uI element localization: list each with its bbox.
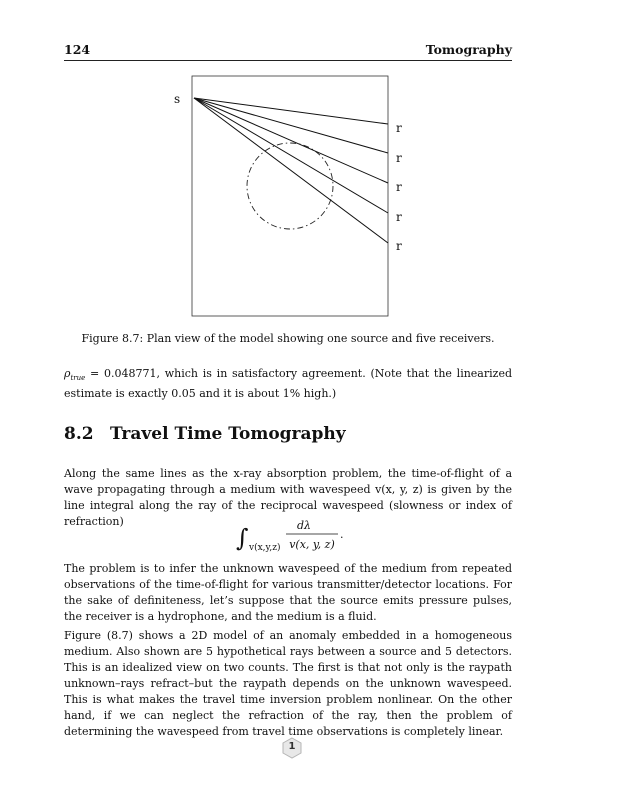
running-header — [64, 42, 512, 60]
rho-symbol: ρ — [64, 367, 71, 380]
paragraph-3: The problem is to infer the unknown wavespeed of the medium from repeated observations of the time-of-flight for various transmitter/detector locations. For the sake of definiteness, let’s suppose that the source emits pressure pulses, the receiver is a hydrophone, and the medium is a fluid. — [64, 562, 512, 623]
source-label: s — [174, 92, 181, 106]
paragraph-2: Along the same lines as the x-ray absorption problem, the time-of-flight of a wave propagating through a medium with wavespeed v(x, y, z) is given by the line integral along the ray of the reciprocal wavespeed (slowness or index of refraction) — [64, 467, 512, 528]
numerator: dλ — [296, 519, 312, 532]
equation-graphic — [64, 516, 512, 556]
receiver-label: r — [396, 210, 402, 224]
denominator: v(x, y, z) — [289, 538, 335, 551]
section-title: Travel Time Tomography — [110, 424, 346, 444]
figure-caption: Figure 8.7: Plan view of the model showing one source and five receivers. — [81, 332, 495, 345]
page-number: 124 — [64, 42, 91, 57]
integral-subscript: v(x,y,z) — [249, 543, 281, 553]
chapter-title: Tomography — [425, 42, 512, 57]
section-heading — [64, 424, 512, 444]
integral-sign: ∫ — [236, 524, 249, 552]
anomaly-circle — [247, 143, 333, 229]
paragraph-rho — [64, 366, 512, 402]
ray-4 — [194, 98, 388, 213]
ray-2 — [194, 98, 388, 153]
ray-diagram — [150, 70, 430, 320]
receiver-label: r — [396, 180, 402, 194]
rays — [194, 98, 388, 243]
header-rule — [64, 60, 512, 61]
rho-subscript: true — [70, 374, 86, 383]
receiver-label: r — [396, 239, 402, 253]
receiver-label: r — [396, 121, 402, 135]
figure-8-7 — [150, 70, 430, 320]
page-badge — [281, 737, 303, 759]
badge-number: 1 — [288, 741, 296, 752]
equation-period: . — [340, 528, 344, 541]
receiver-label: r — [396, 151, 402, 165]
equation-line-integral — [64, 516, 512, 556]
section-number: 8.2 — [64, 424, 94, 444]
paragraph-rho-text: = 0.048771, which is in satisfactory agreement. (Note that the linearized estimate is exactly 0.05 and it is about 1% high.) — [64, 367, 512, 401]
paragraph-4: Figure (8.7) shows a 2D model of an anomaly embedded in a homogeneous medium. Also shown are 5 hypothetical rays between a source and 5 detectors. This is an idealized view on two counts. The first is that not only is the raypath unknown–rays refract–but the raypath depends on the unknown wavespeed. This is what makes the travel time inversion problem nonlinear. On the other hand, if we can neglect the refraction of the ray, then the problem of determining the wavespeed from travel time observations is completely linear. — [64, 629, 512, 738]
